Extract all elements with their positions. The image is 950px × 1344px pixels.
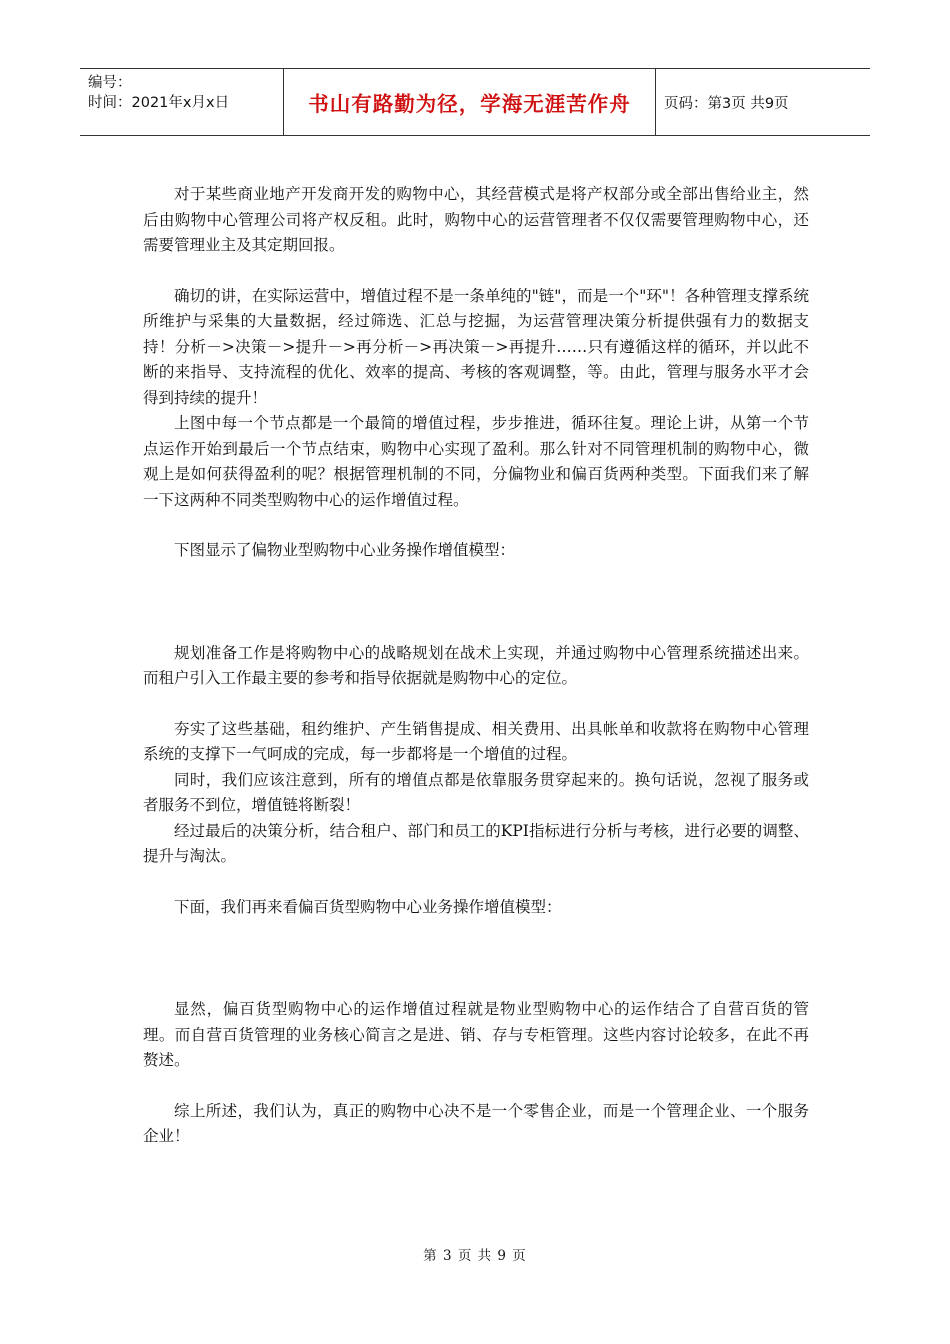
page-header bbox=[80, 68, 870, 136]
page-footer: 第 3 页 共 9 页 bbox=[423, 1248, 527, 1264]
paragraph: 经过最后的决策分析，结合租户、部门和员工的KPI指标进行分析与考核，进行必要的调整、提升与淘汰。 bbox=[143, 821, 809, 865]
paragraph: 下面，我们再来看偏百货型购物中心业务操作增值模型： bbox=[174, 897, 562, 916]
paragraph-spacer bbox=[143, 1074, 809, 1099]
figure-placeholder bbox=[143, 564, 809, 641]
paragraph-spacer bbox=[143, 692, 809, 717]
header-info-cell bbox=[80, 69, 283, 135]
figure-placeholder bbox=[143, 920, 809, 997]
paragraph: 夯实了这些基础，租约维护、产生销售提成、相关费用、出具帐单和收款将在购物中心管理系统的支撑下一气呵成的完成，每一步都将是一个增值的过程。 bbox=[143, 719, 809, 763]
paragraph: 上图中每一个节点都是一个最简的增值过程，步步推进，循环往复。理论上讲，从第一个节点运作开始到最后一个节点结束，购物中心实现了盈利。那么针对不同管理机制的购物中心，微观上是如何获得盈利的呢？根据管理机制的不同，分偏物业和偏百货两种类型。下面我们来了解一下这两种不同类型购物中心的运作增值过程。 bbox=[143, 414, 809, 509]
document-body bbox=[143, 182, 809, 1150]
paragraph: 综上所述，我们认为，真正的购物中心决不是一个零售企业，而是一个管理企业、一个服务企业！ bbox=[143, 1101, 809, 1145]
header-page-cell bbox=[656, 69, 870, 135]
header-page-code: 页码：第3页 共9页 bbox=[664, 95, 789, 112]
paragraph: 同时，我们应该注意到，所有的增值点都是依靠服务贯穿起来的。换句话说，忽视了服务或者服务不到位，增值链将断裂！ bbox=[143, 770, 809, 814]
document-date-label: 时间：2021年x月x日 bbox=[88, 95, 230, 111]
paragraph: 确切的讲，在实际运营中，增值过程不是一条单纯的"链"，而是一个"环"！各种管理支撑系统所维护与采集的大量数据，经过筛选、汇总与挖掘，为运营管理决策分析提供强有力的数据支持！分析－>决策－>提升－>再分析－>再决策－>再提升……只有遵循这样的循环，并以此不断的来指导、支持流程的优化、效率的提高、考核的客观调整，等。由此，管理与服务水平才会得到持续的提升！ bbox=[143, 286, 809, 407]
paragraph-spacer bbox=[143, 513, 809, 538]
header-motto-cell bbox=[283, 69, 656, 135]
paragraph-spacer bbox=[143, 870, 809, 895]
paragraph: 对于某些商业地产开发商开发的购物中心，其经营模式是将产权部分或全部出售给业主，然后由购物中心管理公司将产权反租。此时，购物中心的运营管理者不仅仅需要管理购物中心，还需要管理业主及其定期回报。 bbox=[143, 185, 809, 254]
header-motto: 书山有路勤为径，学海无涯苦作舟 bbox=[308, 92, 631, 116]
paragraph: 规划准备工作是将购物中心的战略规划在战术上实现，并通过购物中心管理系统描述出来。而租户引入工作最主要的参考和指导依据就是购物中心的定位。 bbox=[143, 643, 809, 687]
paragraph: 显然，偏百货型购物中心的运作增值过程就是物业型购物中心的运作结合了自营百货的管理。而自营百货管理的业务核心简言之是进、销、存与专柜管理。这些内容讨论较多，在此不再赘述。 bbox=[143, 1000, 809, 1069]
paragraph: 下图显示了偏物业型购物中心业务操作增值模型： bbox=[174, 541, 516, 559]
document-number-label: 编号： bbox=[88, 75, 132, 91]
paragraph-spacer bbox=[143, 259, 809, 284]
